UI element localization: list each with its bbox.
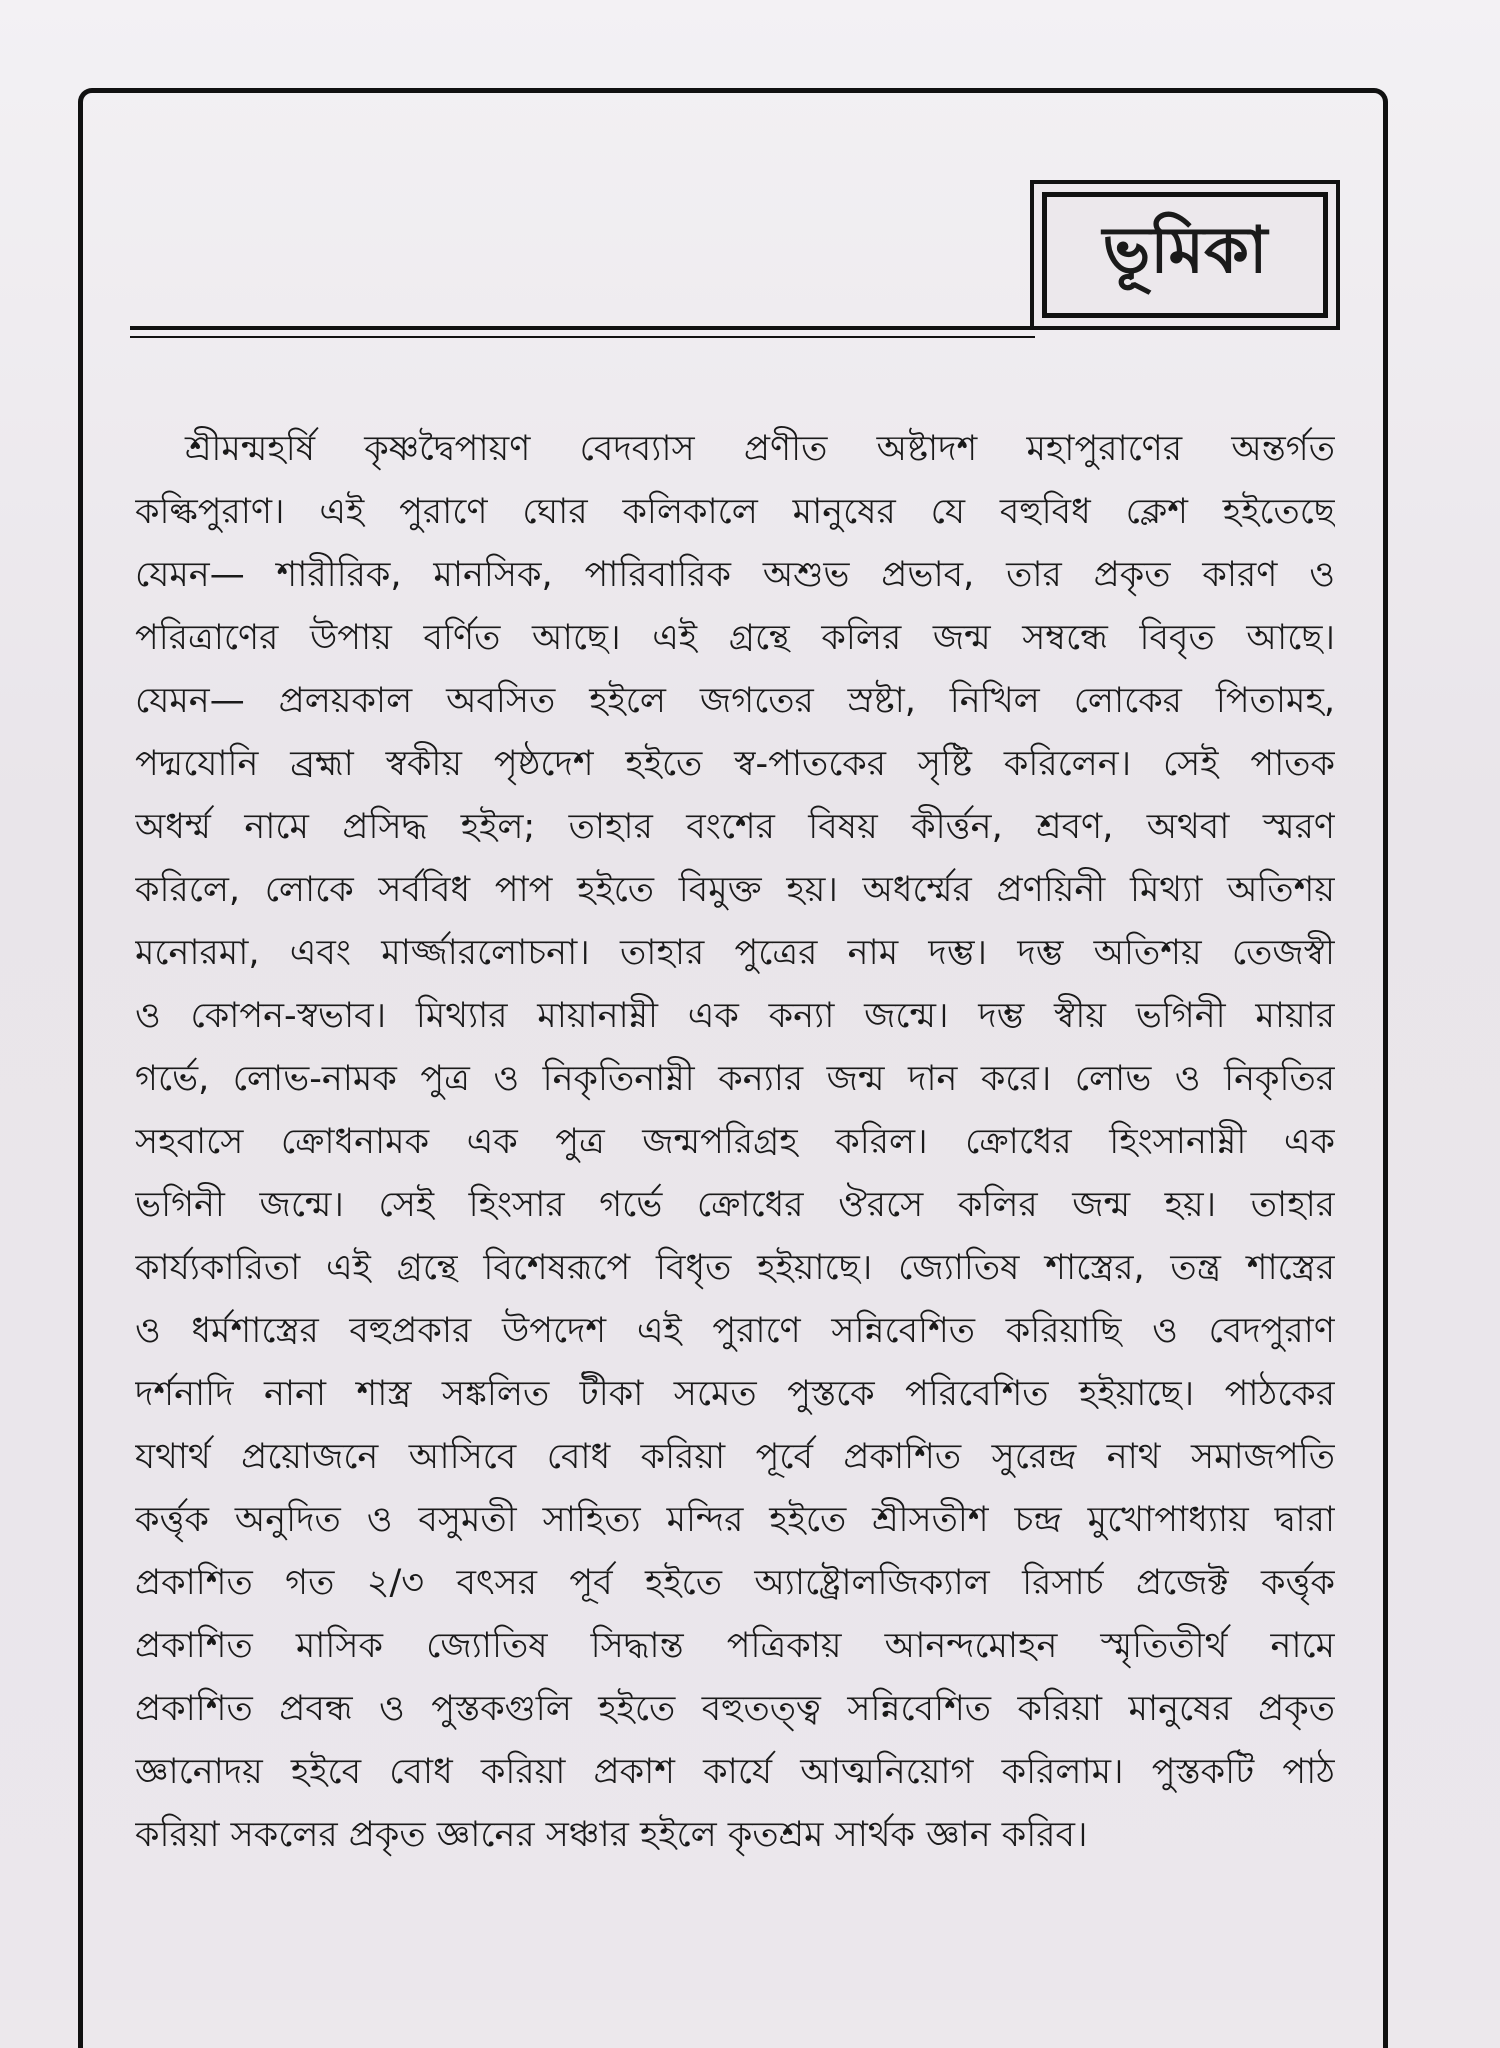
paragraph-line: দর্শনাদি নানা শাস্ত্র সঙ্কলিত টীকা সমেত পুস্তকে পরিবেশিত হইয়াছে। পাঠকের: [135, 1374, 1335, 1414]
paragraph-line: যথার্থ প্রয়োজনে আসিবে বোধ করিয়া পূর্বে প্রকাশিত সুরেন্দ্র নাথ সমাজপতি: [135, 1437, 1335, 1477]
heading-box: [1030, 180, 1340, 330]
paragraph-line: ভগিনী জন্মে। সেই হিংসার গর্ভে ক্রোধের ঔরসে কলির জন্ম হয়। তাহার: [135, 1185, 1335, 1225]
heading-box-inner: [1042, 192, 1328, 318]
paragraph-line: কার্য্যকারিতা এই গ্রন্থে বিশেষরূপে বিধৃত হইয়াছে। জ্যোতিষ শাস্ত্রের, তন্ত্র শাস্ত্রের: [135, 1248, 1335, 1288]
paragraph-line: ও ধর্মশাস্ত্রের বহুপ্রকার উপদেশ এই পুরাণে সন্নিবেশিত করিয়াছি ও বেদপুরাণ: [135, 1311, 1335, 1351]
heading-rule-thin: [130, 336, 1035, 338]
paragraph-line: প্রকাশিত মাসিক জ্যোতিষ সিদ্ধান্ত পত্রিকায় আনন্দমোহন স্মৃতিতীর্থ নামে: [135, 1626, 1335, 1666]
paragraph-line: পরিত্রাণের উপায় বর্ণিত আছে। এই গ্রন্থে কলির জন্ম সম্বন্ধে বিবৃত আছে।: [135, 618, 1335, 658]
paragraph-line: করিলে, লোকে সর্ববিধ পাপ হইতে বিমুক্ত হয়। অধর্ম্মের প্রণয়িনী মিথ্যা অতিশয়: [135, 870, 1335, 910]
paragraph-line: গর্ভে, লোভ-নামক পুত্র ও নিকৃতিনাম্নী কন্যার জন্ম দান করে। লোভ ও নিকৃতির: [135, 1059, 1335, 1099]
paragraph-line: মনোরমা, এবং মার্জ্জারলোচনা। তাহার পুত্রের নাম দম্ভ। দম্ভ অতিশয় তেজস্বী: [135, 933, 1335, 973]
paragraph-line: যেমন— শারীরিক, মানসিক, পারিবারিক অশুভ প্রভাব, তার প্রকৃত কারণ ও: [135, 555, 1335, 595]
paragraph-line: প্রকাশিত প্রবন্ধ ও পুস্তকগুলি হইতে বহুতত্ত্ব সন্নিবেশিত করিয়া মানুষের প্রকৃত: [135, 1689, 1335, 1729]
paragraph-line: করিয়া সকলের প্রকৃত জ্ঞানের সঞ্চার হইলে কৃতশ্রম সার্থক জ্ঞান করিব।: [135, 1815, 1088, 1855]
paragraph-line: পদ্মযোনি ব্রহ্মা স্বকীয় পৃষ্ঠদেশ হইতে স্ব-পাতকের সৃষ্টি করিলেন। সেই পাতক: [135, 744, 1335, 784]
paragraph-line: সহবাসে ক্রোধনামক এক পুত্র জন্মপরিগ্রহ করিল। ক্রোধের হিংসানাম্নী এক: [135, 1122, 1335, 1162]
paragraph-line: যেমন— প্রলয়কাল অবসিত হইলে জগতের স্রষ্টা, নিখিল লোকের পিতামহ,: [135, 681, 1335, 721]
preface-paragraph: [135, 418, 1335, 1867]
paragraph-line: কর্ত্তৃক অনুদিত ও বসুমতী সাহিত্য মন্দির হইতে শ্রীসতীশ চন্দ্র মুখোপাধ্যায় দ্বারা: [135, 1500, 1335, 1540]
paragraph-line: প্রকাশিত গত ২/৩ বৎসর পূর্ব হইতে অ্যাষ্ট্রোলজিক্যাল রিসার্চ প্রজেক্ট কর্ত্তৃক: [135, 1563, 1335, 1603]
page-heading: ভূমিকা: [1102, 213, 1268, 288]
paragraph-line: শ্রীমন্মহর্ষি কৃষ্ণদ্বৈপায়ণ বেদব্যাস প্রণীত অষ্টাদশ মহাপুরাণের অন্তর্গত: [185, 429, 1335, 469]
heading-rule-thick: [130, 326, 1035, 330]
paragraph-line: জ্ঞানোদয় হইবে বোধ করিয়া প্রকাশ কার্যে আত্মনিয়োগ করিলাম। পুস্তকটি পাঠ: [135, 1752, 1335, 1792]
paragraph-line: ও কোপন-স্বভাব। মিথ্যার মায়ানাম্নী এক কন্যা জন্মে। দম্ভ স্বীয় ভগিনী মায়ার: [135, 996, 1335, 1036]
paragraph-line: কল্কিপুরাণ। এই পুরাণে ঘোর কলিকালে মানুষের যে বহুবিধ ক্লেশ হইতেছে: [135, 492, 1335, 532]
paragraph-line: অধর্ম্ম নামে প্রসিদ্ধ হইল; তাহার বংশের বিষয় কীর্ত্তন, শ্রবণ, অথবা স্মরণ: [135, 807, 1335, 847]
